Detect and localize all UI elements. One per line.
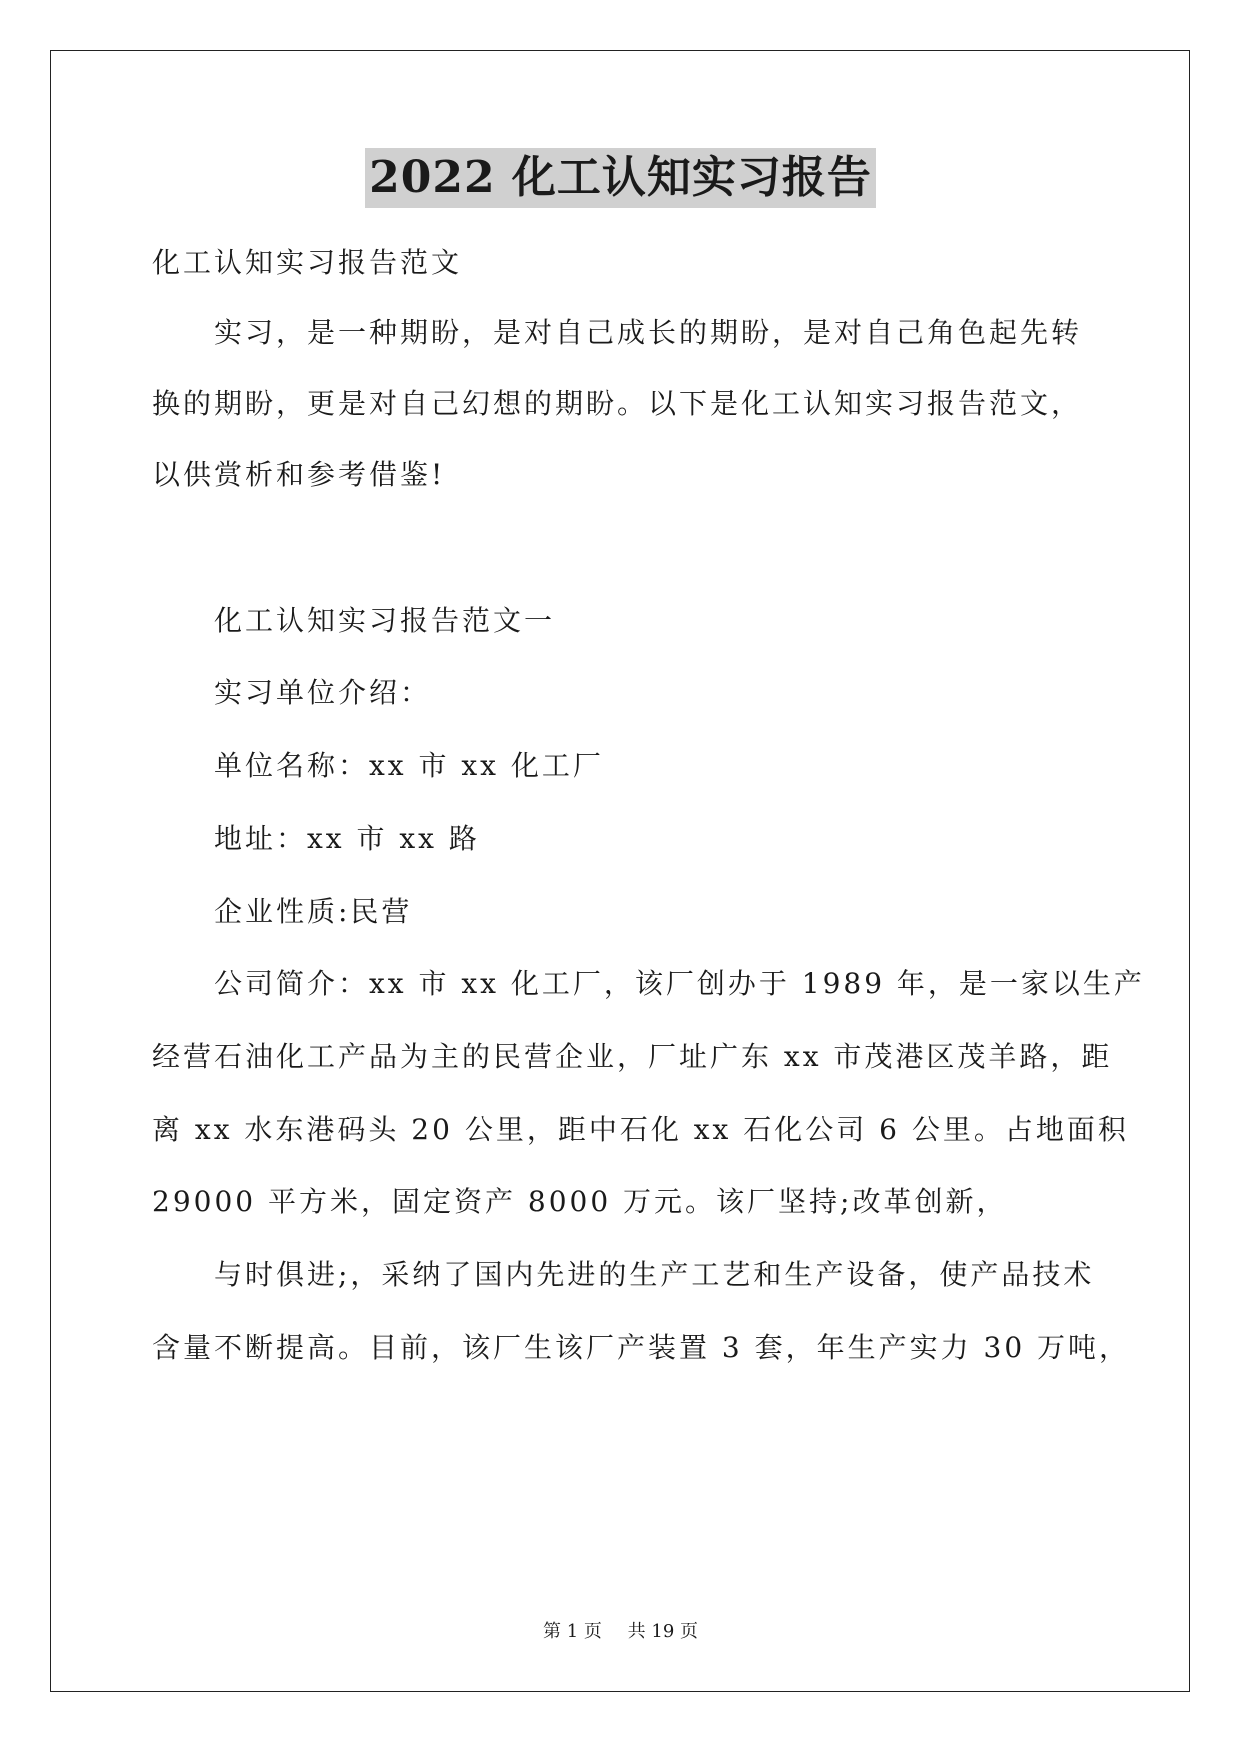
- paragraph-line: 单位名称：xx 市 xx 化工厂: [214, 749, 604, 782]
- paragraph-line: 29000 平方米，固定资产 8000 万元。该厂坚持;改革创新，: [152, 1185, 1008, 1218]
- paragraph-line: 离 xx 水东港码头 20 公里，距中石化 xx 石化公司 6 公里。占地面积: [152, 1113, 1129, 1146]
- page-total: 共 19 页: [627, 1621, 698, 1642]
- paragraph-line: 地址：xx 市 xx 路: [214, 822, 480, 855]
- paragraph-line: 公司简介：xx 市 xx 化工厂，该厂创办于 1989 年，是一家以生产: [214, 967, 1145, 1000]
- title-container: [0, 148, 1241, 208]
- page-border: [50, 50, 1190, 1692]
- subtitle-line: 化工认知实习报告范文: [152, 246, 463, 279]
- document-title: 2022 化工认知实习报告: [365, 148, 876, 208]
- page-number: 第 1 页: [543, 1621, 602, 1642]
- paragraph-line: 实习，是一种期盼，是对自己成长的期盼，是对自己角色起先转: [214, 316, 1083, 349]
- paragraph-line: 经营石油化工产品为主的民营企业，厂址广东 xx 市茂港区茂羊路，距: [152, 1040, 1113, 1073]
- paragraph-line: 与时俱进;，采纳了国内先进的生产工艺和生产设备，使产品技术: [214, 1258, 1095, 1291]
- page-footer: [0, 1620, 1241, 1644]
- paragraph-line: 含量不断提高。目前，该厂生该厂产装置 3 套，年生产实力 30 万吨，: [152, 1331, 1131, 1364]
- section-heading: 化工认知实习报告范文一: [214, 604, 556, 637]
- paragraph-line: 以供赏析和参考借鉴!: [152, 458, 446, 491]
- paragraph-line: 企业性质:民营: [214, 895, 413, 928]
- paragraph-line: 换的期盼，更是对自己幻想的期盼。以下是化工认知实习报告范文，: [152, 387, 1083, 420]
- paragraph-line: 实习单位介绍：: [214, 676, 432, 709]
